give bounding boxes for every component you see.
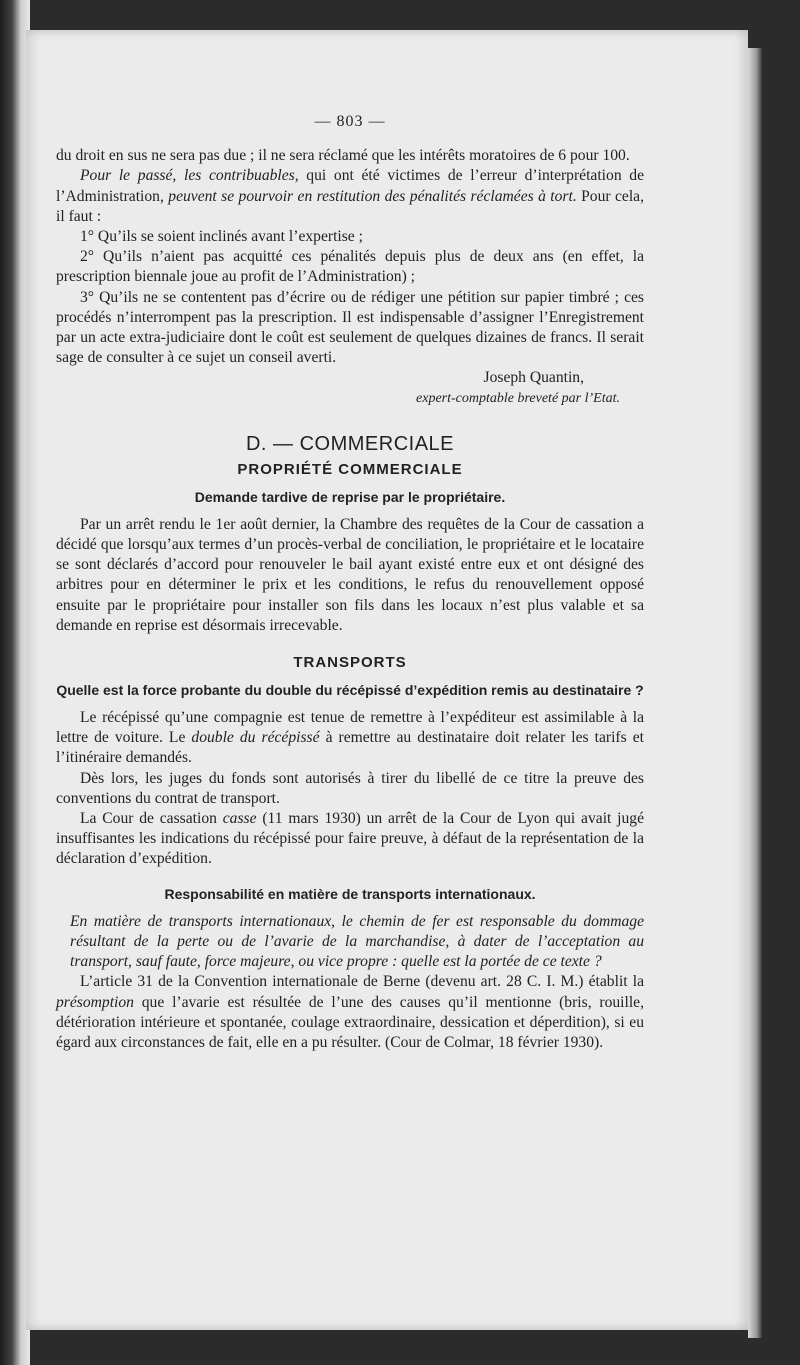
intro-italic-a: Pour le passé, les contribuables, xyxy=(80,167,299,185)
berne-text-b: que l’avarie est résultée de l’une des causes qu’il mentionne (bris, rouille, détérioration intérieure et spontanée, coulage extraordinaire, dessication et déperdition), si eu égard aux circonstances de fait, elle en a pu résulter. (Cour de Colmar, 18 février 1930). xyxy=(56,993,644,1051)
recepisse-paragraph-2: Dès lors, les juges du fonds sont autorisés à tirer du libellé de ce titre la preuve des conventions du contrat de transport. xyxy=(56,769,644,807)
reprise-body: Par un arrêt rendu le 1er août dernier, la Chambre des requêtes de la Cour de cassation a décidé que lorsqu’aux termes d’un procès-verbal de conciliation, le propriétaire et le locataire se sont déclarés d’accord pour renouveler le bail ayant existé entre eux et ont désigné des arbitres pour en déterminer le prix et les conditions, le refus du renouvellement opposé ensuite par le propriétaire pour installer son fils dans les locaux n’est plus valable et sa demande en reprise est désormais irrecevable. xyxy=(56,515,644,634)
intro-text-b: Pour cela, il faut : xyxy=(56,187,644,225)
condition-item-1: 1° Qu’ils se soient inclinés avant l’expertise ; xyxy=(80,228,363,246)
condition-item-3: 3° Qu’ils ne se contentent pas d’écrire ou de rédiger une pétition sur papier timbré ; ces procédés n’interrompent pas la prescription. Il est indispensable d’assigner l’Enregistrement par un acte extra-judiciaire dont le coût est seulement de quelques dizaines de francs. Il serait sage de consulter à ce sujet un conseil averti. xyxy=(56,288,644,367)
signature-name: Joseph Quantin, xyxy=(483,369,584,387)
signature-title: expert-comptable breveté par l’Etat. xyxy=(416,390,620,406)
cassation-italic: casse xyxy=(222,810,257,828)
intro-paragraph-2 xyxy=(56,166,644,227)
cassation-text-a: La Cour de cassation xyxy=(80,810,223,828)
recepisse-paragraph-1 xyxy=(56,708,644,769)
responsabilite-summary: En matière de transports internationaux, le chemin de fer est responsable du dommage résultant de la perte ou de l’avarie de la marchandise, à dater de l’acceptation au transport, sauf faute, force majeure, ou vice propre : quelle est la portée de ce texte ? xyxy=(70,912,644,971)
berne-italic: présomption xyxy=(56,993,134,1011)
recepisse-italic: double du récépissé xyxy=(191,729,320,747)
intro-text-a: qui ont été victimes de l’erreur d’interprétation de l’Administration, xyxy=(56,167,644,205)
topic-heading-responsabilite: Responsabilité en matière de transports internationaux. xyxy=(164,885,536,902)
page-edge xyxy=(748,48,762,1338)
intro-paragraph-1: du droit en sus ne sera pas due ; il ne sera réclamé que les intérêts moratoires de 6 pour 100. xyxy=(56,147,630,165)
cassation-text-b: (11 mars 1930) un arrêt de la Cour de Lyon qui avait jugé insuffisantes les indications du récépissé pour faire preuve, à défaut de la représentation de la déclaration d’expédition. xyxy=(56,810,645,868)
berne-text-a: L’article 31 de la Convention internationale de Berne (devenu art. 28 C. I. M.) établit la xyxy=(80,973,644,991)
subsection-heading: PROPRIÉTÉ COMMERCIALE xyxy=(237,460,463,478)
topic-heading-reprise: Demande tardive de reprise par le propriétaire. xyxy=(194,488,506,505)
page-number: — 803 — xyxy=(314,113,386,130)
intro-italic-b: peuvent se pourvoir en restitution des pénalités réclamées à tort. xyxy=(168,187,577,205)
page-content xyxy=(56,112,644,1053)
topic-heading-recepisse: Quelle est la force probante du double du récépissé d’expédition remis au destinataire ? xyxy=(56,682,644,699)
condition-item-2: 2° Qu’ils n’aient pas acquitté ces pénalités depuis plus de deux ans (en effet, la prescription biennale joue au profit de l’Administration) ; xyxy=(56,248,644,286)
recepisse-text-a: Le récépissé qu’une compagnie est tenue de remettre à l’expéditeur est assimilable à la lettre de voiture. Le xyxy=(56,709,644,747)
responsabilite-body xyxy=(56,972,644,1053)
transports-heading: TRANSPORTS xyxy=(293,654,407,672)
recepisse-text-b: à remettre au destinataire doit relater les tarifs et l’itinéraire demandés. xyxy=(56,729,644,767)
recepisse-paragraph-3 xyxy=(56,809,644,870)
section-heading: D. — COMMERCIALE xyxy=(245,432,455,455)
